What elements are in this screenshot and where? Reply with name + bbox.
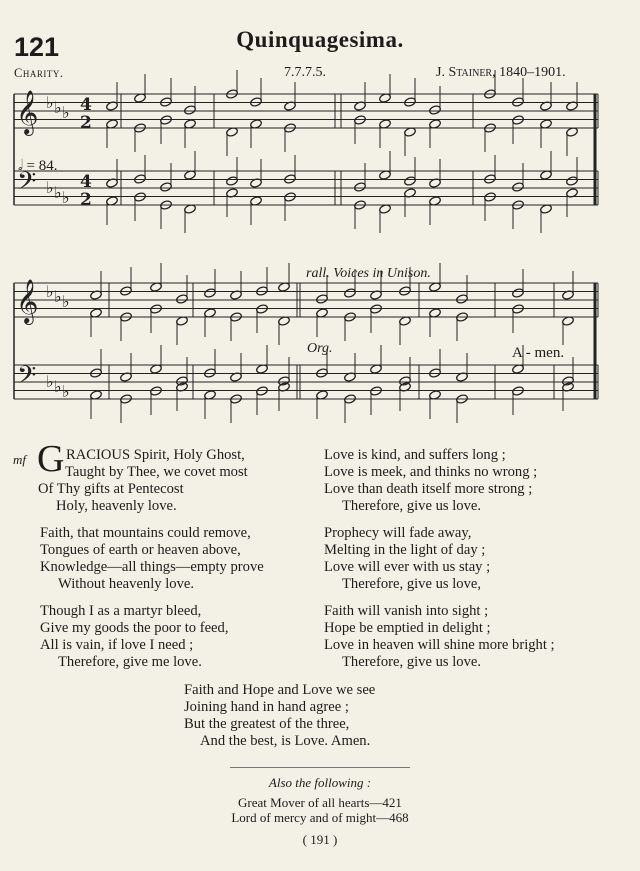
verse-3 [40, 603, 228, 671]
verse-6 [324, 603, 555, 671]
verse-line: Of Thy gifts at Pentecost [38, 481, 184, 497]
svg-text:♭: ♭ [54, 377, 62, 396]
verse-line: Give my goods the poor to feed, [40, 620, 229, 636]
svg-text:𝄞: 𝄞 [16, 279, 39, 323]
svg-text:♭: ♭ [62, 188, 70, 207]
svg-text:4: 4 [80, 172, 92, 192]
verse-line: Faith and Hope and Love we see [184, 682, 376, 698]
verse-line: Therefore, give us love. [342, 498, 481, 514]
verse-line: Therefore, give us love, [342, 576, 481, 592]
hymn-title: Quinquagesima. [236, 27, 404, 52]
svg-text:♭: ♭ [62, 382, 70, 401]
organ-marking: Org. [307, 341, 333, 356]
svg-text:♭: ♭ [46, 372, 54, 391]
svg-text:♭: ♭ [54, 98, 62, 117]
tempo-marking: 𝅗𝅥 = 84. [18, 158, 58, 174]
verse-line: Faith, that mountains could remove, [40, 525, 251, 541]
separator-line [230, 767, 410, 768]
verse-line: Holy, heavenly love. [56, 498, 177, 514]
rall-direction: rall. Voices in Unison. [306, 266, 431, 281]
verse-line: Joining hand in hand agree ; [184, 699, 349, 715]
svg-text:𝄞: 𝄞 [16, 90, 39, 134]
svg-text:4: 4 [80, 95, 92, 115]
tune-name: Charity. [14, 66, 64, 80]
drop-cap: G [37, 438, 65, 480]
cross-reference: Lord of mercy and of might—468 [231, 810, 409, 825]
verse-line: And the best, is Love. Amen. [200, 733, 371, 749]
amen-text: A - men. [512, 345, 565, 361]
verse-line: Therefore, give us love. [342, 654, 481, 670]
verse-line: Love is kind, and suffers long ; [324, 447, 506, 463]
svg-text:𝄢: 𝄢 [17, 361, 37, 396]
verse-line: Though I as a martyr bleed, [40, 603, 202, 619]
svg-text:♭: ♭ [46, 178, 54, 197]
music-score [0, 0, 640, 430]
verse-line: Hope be emptied in delight ; [324, 620, 491, 636]
cross-reference: Great Mover of all hearts—421 [238, 795, 402, 810]
verse-line: But the greatest of the three, [184, 716, 350, 732]
verse-line: Prophecy will fade away, [324, 525, 472, 541]
verse-line: Melting in the light of day ; [324, 542, 486, 558]
svg-text:♭: ♭ [54, 183, 62, 202]
verse-line: Therefore, give me love. [58, 654, 202, 670]
svg-text:♭: ♭ [62, 103, 70, 122]
verse-line: Love will ever with us stay ; [324, 559, 491, 575]
verse-line: Love than death itself more strong ; [324, 481, 533, 497]
also-following-heading: Also the following : [268, 775, 372, 790]
svg-text:♭: ♭ [46, 282, 54, 301]
verse-line: Faith will vanish into sight ; [324, 603, 489, 619]
verse-4 [324, 447, 537, 515]
hymn-number: 121 [14, 32, 60, 62]
svg-text:2: 2 [80, 190, 92, 210]
svg-text:♭: ♭ [62, 292, 70, 311]
dynamic-marking: mf [13, 452, 26, 467]
verse-line: All is vain, if love I need ; [40, 637, 194, 653]
svg-text:♭: ♭ [46, 93, 54, 112]
verse-5 [324, 525, 490, 593]
page-number: ( 191 ) [302, 832, 338, 847]
verse-line: Love is meek, and thinks no wrong ; [324, 464, 538, 480]
verse-line: Without heavenly love. [58, 576, 194, 592]
verse-line: Tongues of earth or heaven above, [40, 542, 241, 558]
composer: J. Stainer, 1840–1901. [436, 65, 566, 80]
svg-text:♭: ♭ [54, 287, 62, 306]
meter: 7.7.7.5. [284, 65, 326, 80]
verse-line: Taught by Thee, we covet most [65, 464, 248, 480]
svg-text:2: 2 [80, 113, 92, 133]
verse-2 [40, 525, 264, 593]
verse-line: Knowledge—all things—empty prove [40, 559, 264, 575]
verse-7 [184, 682, 375, 750]
verse-1 [38, 447, 248, 515]
verse-line: Love in heaven will shine more bright ; [324, 637, 555, 653]
verse-line: RACIOUS Spirit, Holy Ghost, [66, 447, 245, 463]
svg-text:𝄢: 𝄢 [17, 167, 37, 202]
